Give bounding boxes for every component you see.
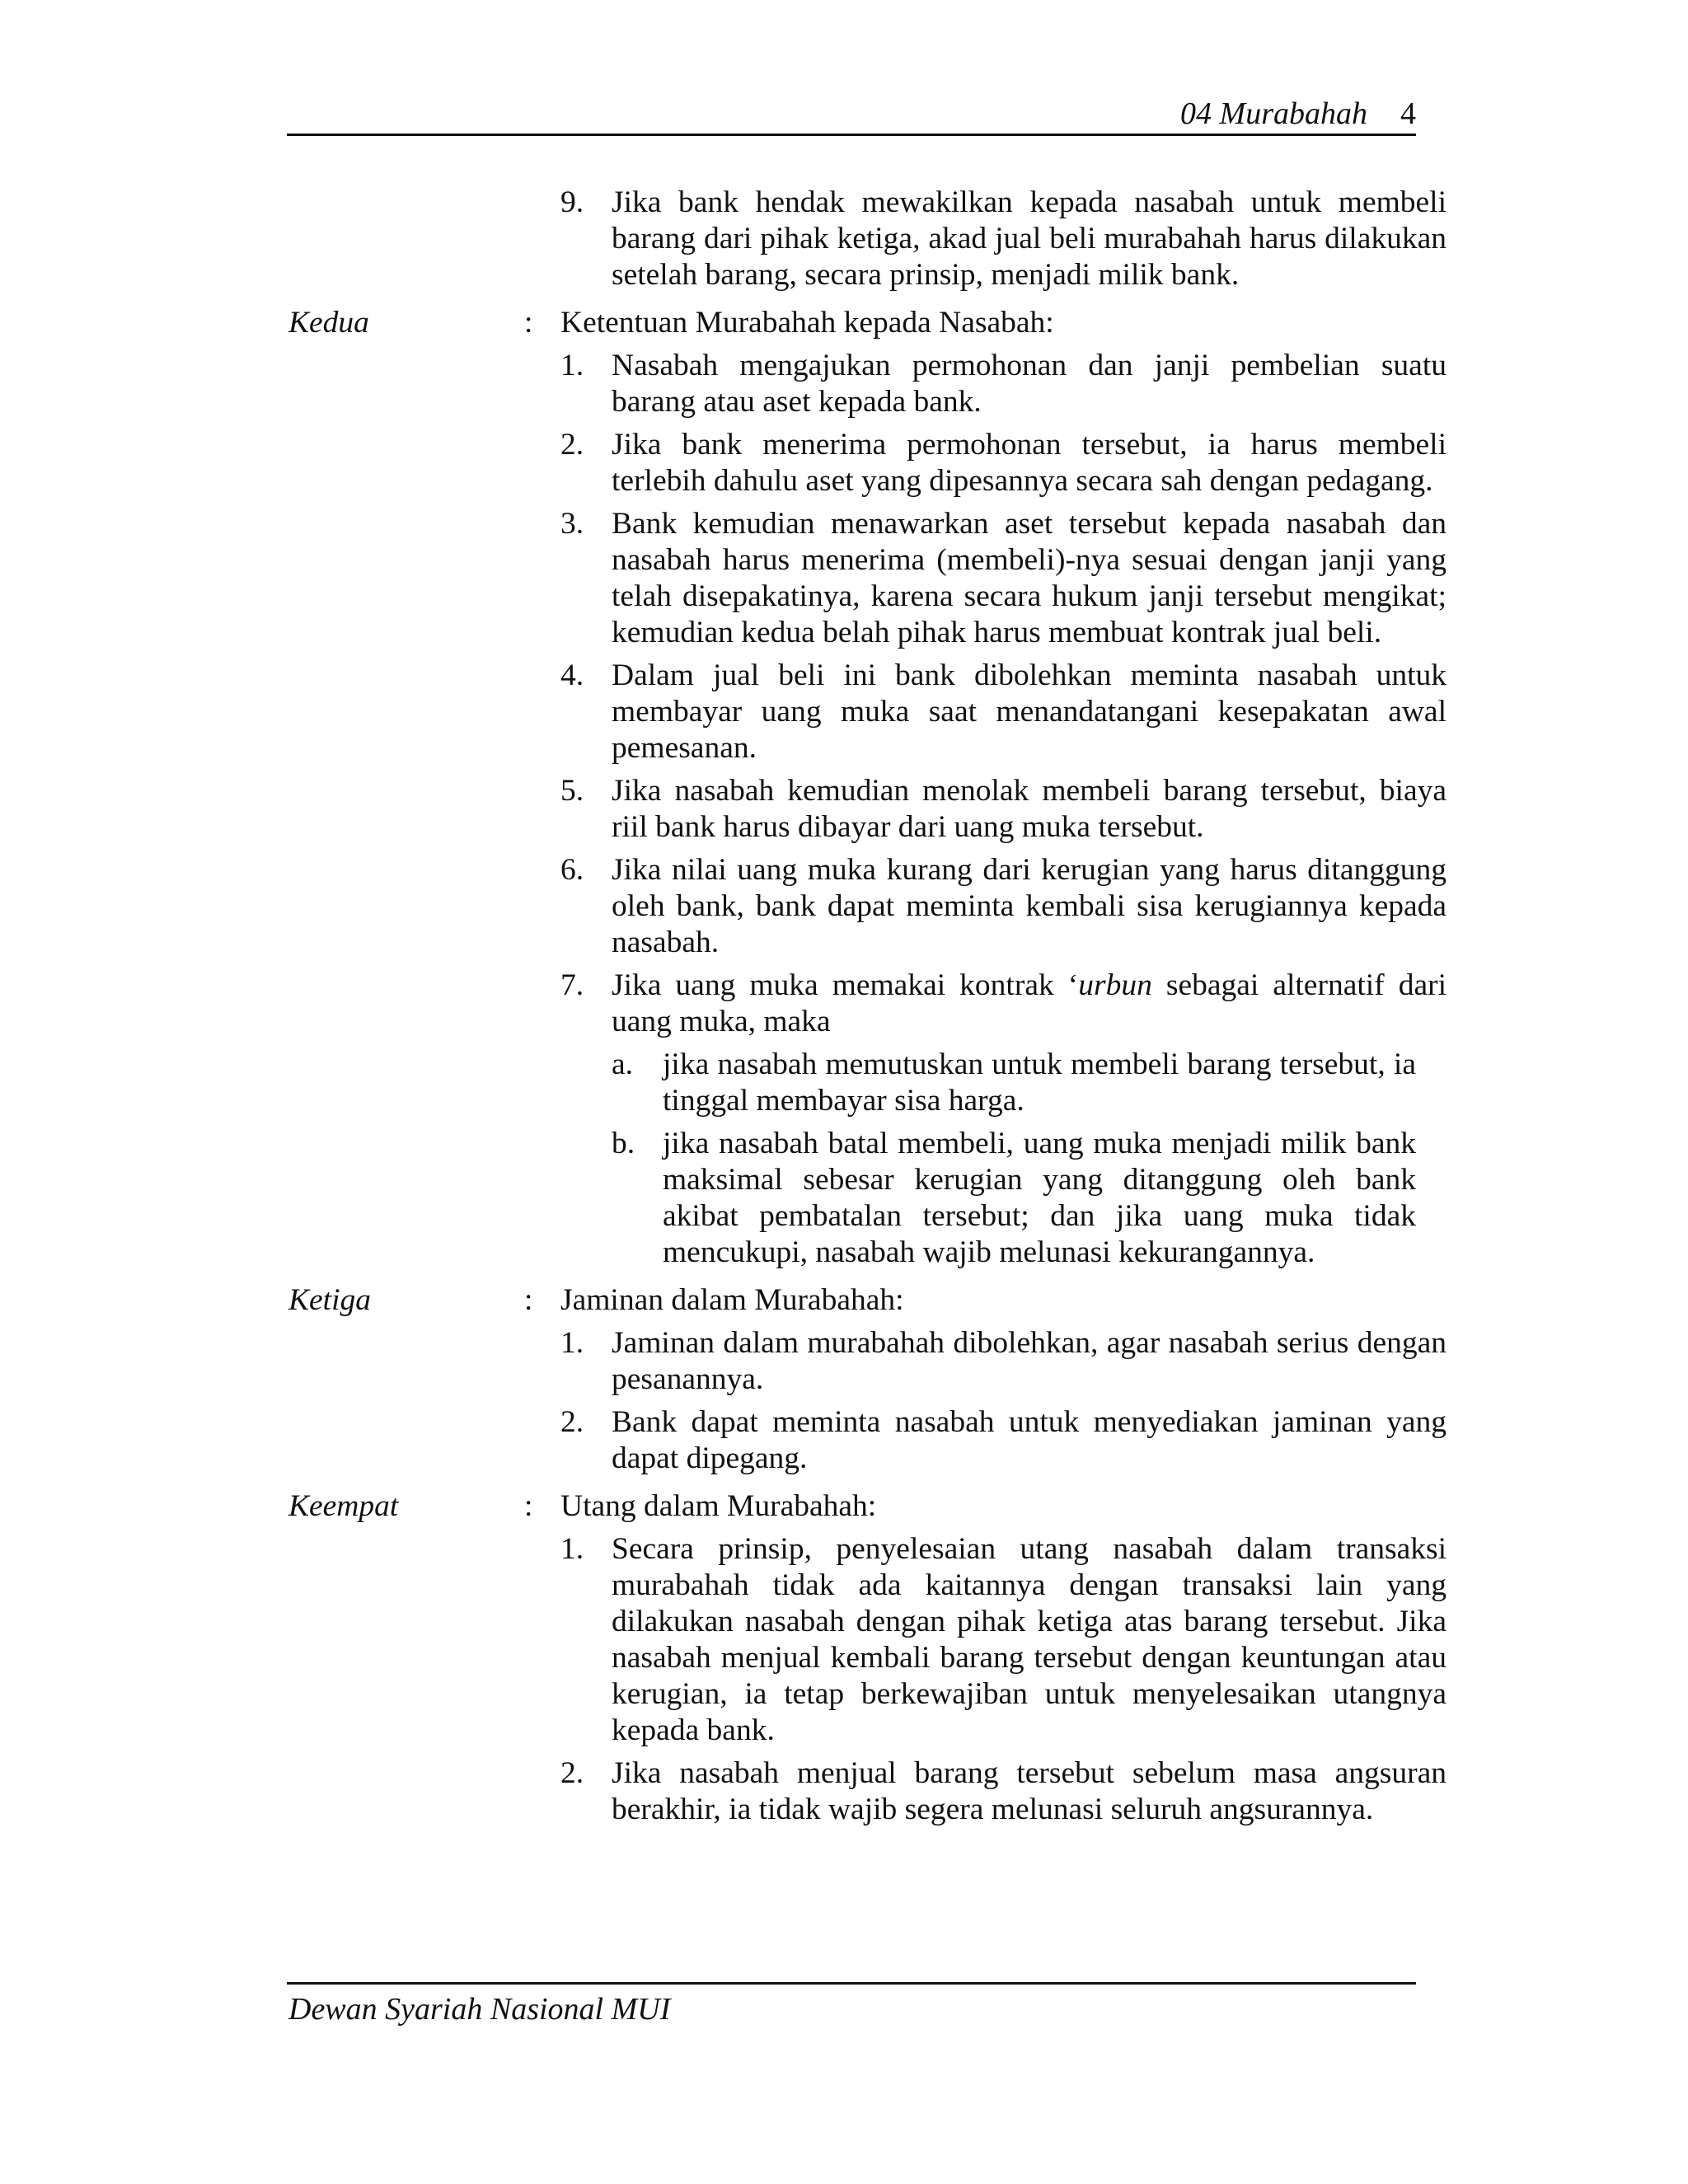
item-number: 6. (560, 853, 584, 887)
item-number: 2. (560, 1756, 584, 1790)
section-title: Utang dalam Murabahah: (560, 1489, 877, 1523)
section-label: Keempat (288, 1489, 399, 1523)
list-item (560, 348, 1447, 420)
page-footer (287, 1982, 1416, 2027)
list-item (560, 506, 1447, 651)
item-text: Jika nilai uang muka kurang dari kerugian yang harus ditanggung oleh bank, bank dapat meminta kembali sisa kerugiannya kepada nasabah. (612, 853, 1447, 959)
header-title: 04 Murabahah (1180, 96, 1367, 131)
page-number: 4 (1400, 96, 1416, 131)
list-item (560, 968, 1447, 1040)
item-text: Dalam jual beli ini bank dibolehkan meminta nasabah untuk membayar uang muka saat menandatangani kesepakatan awal pemesanan. (612, 658, 1447, 765)
item-text: Jika bank hendak mewakilkan kepada nasabah untuk membeli barang dari pihak ketiga, akad jual beli murabahah harus dilakukan setelah barang, secara prinsip, menjadi milik bank. (612, 185, 1447, 292)
list-item (560, 852, 1447, 961)
section-title: Ketentuan Murabahah kepada Nasabah: (560, 306, 1054, 340)
list-item (560, 1531, 1447, 1749)
section-colon: : (524, 1283, 533, 1317)
list-item (560, 658, 1447, 766)
item-text-start: Jika uang muka memakai kontrak ‘ (612, 968, 1079, 1002)
document-body (287, 185, 1447, 1835)
section-colon: : (524, 1489, 533, 1523)
list-item (560, 427, 1447, 499)
item-number: 1. (560, 1326, 584, 1360)
item-number: 7. (560, 968, 584, 1002)
item-number: 2. (560, 1405, 584, 1439)
list-item (560, 1325, 1447, 1398)
item-number: 3. (560, 507, 584, 541)
item-text: Jaminan dalam murabahah dibolehkan, agar nasabah serius dengan pesanannya. (612, 1326, 1447, 1396)
section-title: Jaminan dalam Murabahah: (560, 1283, 904, 1317)
sub-list-item (612, 1047, 1416, 1119)
item-text-italic: urbun (1078, 968, 1152, 1002)
sub-item-text: jika nasabah memutuskan untuk membeli barang tersebut, ia tinggal membayar sisa harga. (663, 1047, 1416, 1118)
item-text: Bank kemudian menawarkan aset tersebut kepada nasabah dan nasabah harus menerima (membeli)-nya sesuai dengan janji yang telah disepakatinya, karena secara hukum janji tersebut mengikat; kemudian kedua belah pihak harus membuat kontrak jual beli. (612, 507, 1447, 649)
item-text: Nasabah mengajukan permohonan dan janji pembelian suatu barang atau aset kepada bank. (612, 349, 1447, 419)
sub-item-letter: a. (612, 1047, 634, 1081)
section-keempat (287, 1488, 1416, 1525)
item-number: 4. (560, 658, 584, 692)
item-text: Bank dapat meminta nasabah untuk menyediakan jaminan yang dapat dipegang. (612, 1405, 1447, 1475)
section-ketiga (287, 1282, 1416, 1319)
sub-item-letter: b. (612, 1127, 635, 1160)
item-text: Jika bank menerima permohonan tersebut, ia harus membeli terlebih dahulu aset yang dipesannya secara sah dengan pedagang. (612, 428, 1447, 498)
page-header (287, 92, 1416, 136)
sub-item-text: jika nasabah batal membeli, uang muka menjadi milik bank maksimal sebesar kerugian yang ditanggung oleh bank akibat pembatalan tersebut; dan jika uang muka tidak mencukupi, nasabah wajib melunasi kekurangannya. (663, 1127, 1416, 1269)
item-number: 2. (560, 428, 584, 462)
item-number: 1. (560, 1532, 584, 1566)
item-number: 9. (560, 185, 584, 219)
list-item (560, 773, 1447, 846)
list-item (560, 1404, 1447, 1477)
sub-list-item (612, 1126, 1416, 1271)
list-item (560, 185, 1447, 293)
item-text: Jika nasabah menjual barang tersebut sebelum masa angsuran berakhir, ia tidak wajib segera melunasi seluruh angsurannya. (612, 1756, 1447, 1826)
section-colon: : (524, 306, 533, 340)
item-text-end: sebagai alternatif dari uang muka, maka (612, 968, 1447, 1038)
header-text (1180, 96, 1416, 132)
item-text: Secara prinsip, penyelesaian utang nasabah dalam transaksi murabahah tidak ada kaitannya dengan transaksi lain yang dilakukan nasabah dengan pihak ketiga atas barang tersebut. Jika nasabah menjual kembali barang tersebut dengan keuntungan atau kerugian, ia tetap berkewajiban untuk menyelesaikan utangnya kepada bank. (612, 1532, 1447, 1747)
item-number: 5. (560, 774, 584, 808)
section-label: Ketiga (288, 1283, 371, 1317)
list-item (560, 1755, 1447, 1828)
section-kedua (287, 305, 1416, 341)
item-number: 1. (560, 349, 584, 382)
footer-text: Dewan Syariah Nasional MUI (288, 1992, 671, 2027)
section-label: Kedua (288, 306, 369, 340)
item-text: Jika nasabah kemudian menolak membeli barang tersebut, biaya riil bank harus dibayar dari uang muka tersebut. (612, 774, 1447, 844)
